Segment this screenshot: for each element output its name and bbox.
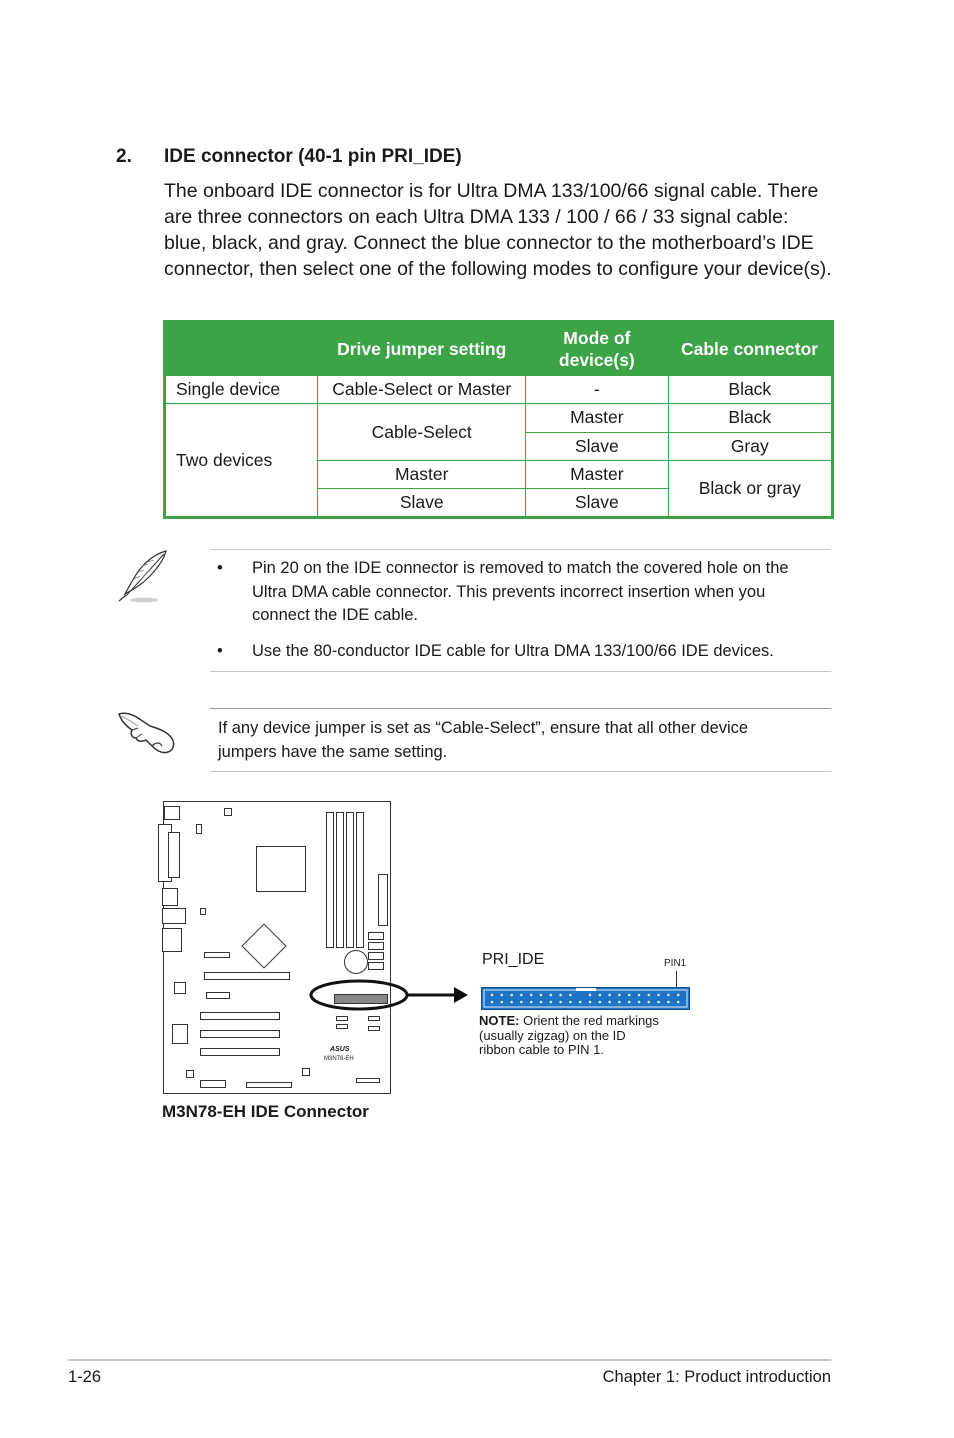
cell-cs-master-cable: Black — [668, 404, 832, 432]
cell-single-label: Single device — [165, 376, 318, 404]
bullet: • — [217, 642, 223, 660]
note2-line: If any device jumper is set as “Cable-Select”, ensure that all other device — [218, 719, 749, 737]
cell-two-label: Two devices — [165, 404, 318, 518]
connector-pin — [491, 1001, 494, 1004]
pointing-hand-icon — [116, 706, 178, 756]
dimm-slot — [346, 812, 354, 948]
intro-line: connector, then select one of the following modes to configure your device(s). — [164, 258, 832, 280]
pci-slot — [206, 992, 230, 999]
header-mode-line: device(s) — [558, 350, 635, 371]
connector-pin — [540, 994, 543, 997]
connector-pin — [608, 994, 611, 997]
chipset — [241, 923, 286, 968]
board-header — [356, 1078, 380, 1083]
connector-pin — [559, 1001, 562, 1004]
board-header — [200, 1080, 226, 1088]
intro-paragraph — [164, 178, 844, 282]
board-component — [200, 908, 206, 915]
connector-pin — [569, 1001, 572, 1004]
diagram-caption: M3N78-EH IDE Connector — [162, 1102, 369, 1121]
connector-pin — [579, 1001, 582, 1004]
connector-pin — [628, 994, 631, 997]
pci-slot — [200, 1030, 280, 1038]
table-row — [165, 376, 833, 404]
board-component — [302, 1068, 310, 1076]
connector-pin — [638, 1001, 641, 1004]
board-header — [246, 1082, 292, 1088]
note-rule-top — [210, 549, 831, 550]
connector-pin — [501, 1001, 504, 1004]
board-component — [196, 824, 202, 834]
note-line: Ultra DMA cable connector. This prevents incorrect insertion when you — [252, 582, 766, 601]
intro-line: The onboard IDE connector is for Ultra DMA 133/100/66 signal cable. There — [164, 180, 819, 202]
chapter-title: Chapter 1: Product introduction — [602, 1368, 831, 1386]
board-port — [162, 928, 182, 952]
section-number: 2. — [116, 146, 132, 167]
note2-rule-top — [210, 708, 831, 709]
connector-pin — [589, 1001, 592, 1004]
note-item-2: Use the 80-conductor IDE cable for Ultra DMA 133/100/66 IDE devices. — [252, 642, 774, 660]
note-bold: NOTE: — [479, 1013, 520, 1028]
sata-port — [368, 932, 384, 940]
connector-pin — [677, 1001, 680, 1004]
note-line: (usually zigzag) on the ID — [479, 1027, 626, 1043]
board-header — [368, 1026, 380, 1031]
connector-pin — [657, 1001, 660, 1004]
connector-label: PRI_IDE — [482, 951, 545, 968]
header-empty — [165, 322, 318, 376]
footer-rule — [68, 1359, 831, 1361]
connector-pin — [618, 1001, 621, 1004]
pci-slot — [204, 972, 290, 980]
note2-line: jumpers have the same setting. — [218, 742, 448, 761]
note2-text — [218, 717, 830, 764]
connector-pin — [608, 1001, 611, 1004]
connector-pin — [550, 994, 553, 997]
mode-table — [163, 320, 834, 519]
note-item-1 — [252, 557, 832, 628]
connector-pin — [657, 994, 660, 997]
board-header — [368, 1016, 380, 1021]
cell-s-mode: Slave — [526, 488, 668, 517]
board-port — [162, 908, 186, 924]
cell-cs-slave-cable: Gray — [668, 432, 832, 460]
dimm-slot — [326, 812, 334, 948]
pci-slot — [200, 1012, 280, 1020]
connector-pin — [599, 994, 602, 997]
connector-pin — [589, 994, 592, 997]
connector-pin — [530, 994, 533, 997]
note-line: connect the IDE cable. — [252, 606, 419, 624]
sata-port — [368, 942, 384, 950]
board-port — [162, 888, 178, 906]
connector-pin — [540, 1001, 543, 1004]
board-header — [336, 1024, 348, 1029]
cell-cs-jumper: Cable-Select — [318, 404, 526, 460]
page-number: 1-26 — [68, 1368, 102, 1386]
intro-line: blue, black, and gray. Connect the blue connector to the motherboard’s IDE — [164, 232, 814, 254]
connector-pin — [599, 1001, 602, 1004]
table-header-row — [165, 322, 833, 376]
connector-pin — [501, 994, 504, 997]
ide-connector-detail — [481, 987, 690, 1010]
battery — [344, 950, 368, 974]
cell-s-jumper: Slave — [318, 488, 526, 517]
cell-single-cable: Black — [668, 376, 832, 404]
connector-pin — [550, 1001, 553, 1004]
dimm-slot — [336, 812, 344, 948]
connector-pin — [559, 994, 562, 997]
callout-graphic — [308, 978, 470, 1012]
cell-m-mode: Master — [526, 460, 668, 488]
header-mode — [526, 322, 668, 376]
note-line: Pin 20 on the IDE connector is removed to match the covered hole on the — [252, 559, 789, 577]
connector-pin — [510, 994, 513, 997]
section-title: IDE connector (40-1 pin PRI_IDE) — [164, 146, 462, 167]
cpu-socket — [256, 846, 306, 892]
cell-ms-cable: Black or gray — [668, 460, 832, 517]
pin1-leader — [676, 971, 677, 988]
board-component — [186, 1070, 194, 1078]
connector-pin — [677, 994, 680, 997]
connector-pin — [491, 994, 494, 997]
cell-single-jumper: Cable-Select or Master — [318, 376, 526, 404]
note-line: Orient the red markings — [523, 1013, 659, 1028]
connector-pin — [628, 1001, 631, 1004]
cell-cs-slave-mode: Slave — [526, 432, 668, 460]
connector-pin — [648, 1001, 651, 1004]
board-brand: ASUS — [330, 1046, 350, 1053]
connector-pin — [638, 994, 641, 997]
mode-table-wrapper — [163, 320, 834, 519]
board-port — [168, 832, 180, 878]
feather-pen-icon — [114, 548, 174, 604]
note-rule-bottom — [210, 671, 831, 672]
intro-line: are three connectors on each Ultra DMA 133 / 100 / 66 / 33 signal cable: — [164, 206, 789, 228]
connector-pin — [520, 1001, 523, 1004]
connector-pin — [569, 994, 572, 997]
connector-pin — [530, 1001, 533, 1004]
note2-rule-bottom — [210, 771, 831, 772]
pci-slot — [200, 1048, 280, 1056]
connector-pin — [510, 1001, 513, 1004]
table-row — [165, 404, 833, 432]
connector-pin — [520, 994, 523, 997]
sata-port — [368, 962, 384, 970]
connector-pin — [667, 1001, 670, 1004]
connector-pin — [667, 994, 670, 997]
header-mode-line: Mode of — [563, 328, 631, 349]
connector-note — [479, 1014, 694, 1058]
cell-cs-master-mode: Master — [526, 404, 668, 432]
board-header — [336, 1016, 348, 1021]
board-component — [224, 808, 232, 816]
cell-single-mode: - — [526, 376, 668, 404]
sata-port — [368, 952, 384, 960]
note-line: ribbon cable to PIN 1. — [479, 1042, 605, 1057]
board-model: M3N78-EH — [324, 1056, 354, 1062]
board-component — [172, 1024, 188, 1044]
pci-slot — [204, 952, 230, 958]
connector-pin — [618, 994, 621, 997]
bullet: • — [217, 559, 223, 577]
header-cable: Cable connector — [668, 322, 832, 376]
board-component — [174, 982, 186, 994]
board-port — [164, 806, 180, 820]
atx-power — [378, 874, 388, 926]
header-jumper: Drive jumper setting — [318, 322, 526, 376]
cell-m-jumper: Master — [318, 460, 526, 488]
dimm-slot — [356, 812, 364, 948]
pin1-label: PIN1 — [664, 958, 687, 969]
connector-pin — [648, 994, 651, 997]
motherboard-layout — [163, 801, 391, 1094]
